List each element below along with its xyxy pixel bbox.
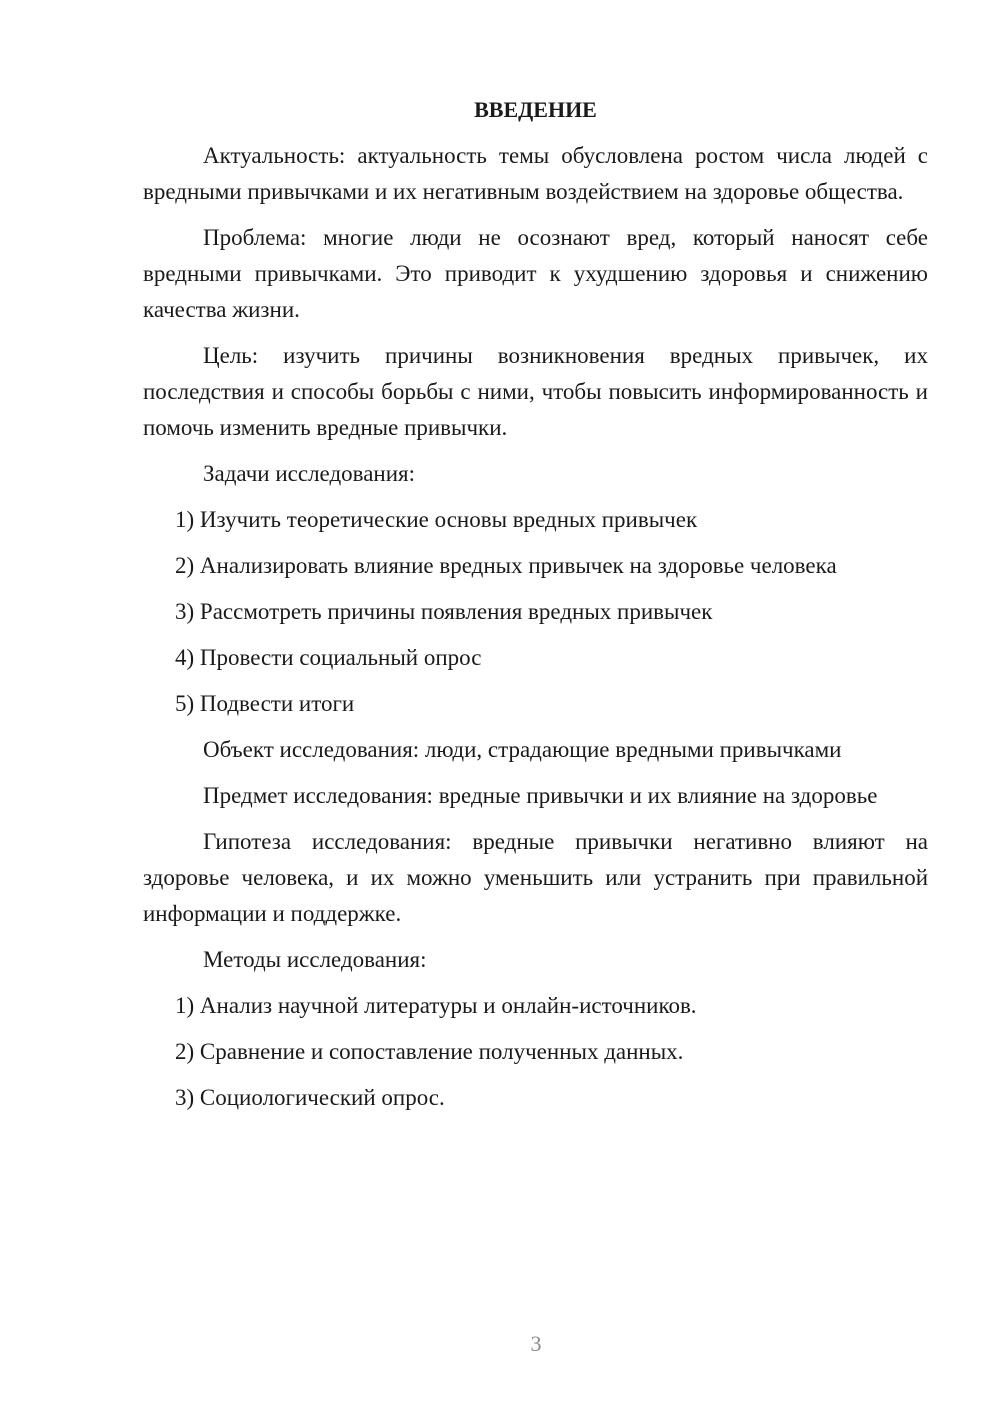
problem-paragraph: Проблема: многие люди не осознают вред, который наносят себе вредными привычками. Это приводит к ухудшению здоровья и снижению качества жизни. — [143, 225, 928, 322]
methods-list — [143, 988, 928, 1116]
list-item: 3) Рассмотреть причины появления вредных привычек — [175, 599, 713, 624]
list-item: 1) Анализ научной литературы и онлайн-источников. — [175, 993, 697, 1018]
goal-paragraph: Цель: изучить причины возникновения вредных привычек, их последствия и способы борьбы с ними, чтобы повысить информированность и помочь изменить вредные привычки. — [143, 343, 928, 440]
page-number: 3 — [530, 1331, 542, 1356]
list-item: 5) Подвести итоги — [175, 691, 355, 716]
list-item: 1) Изучить теоретические основы вредных привычек — [175, 507, 698, 532]
methods-heading: Методы исследования: — [203, 947, 427, 972]
subject-line: Предмет исследования: вредные привычки и их влияние на здоровье — [203, 783, 878, 808]
tasks-heading: Задачи исследования: — [203, 461, 416, 486]
page-title: ВВЕДЕНИЕ — [474, 97, 597, 122]
list-item: 2) Сравнение и сопоставление полученных данных. — [175, 1039, 684, 1064]
tasks-list — [143, 502, 928, 722]
hypothesis-paragraph: Гипотеза исследования: вредные привычки негативно влияют на здоровье человека, и их можно уменьшить или устранить при правильной информации и поддержке. — [143, 829, 928, 926]
list-item: 2) Анализировать влияние вредных привычек на здоровье человека — [175, 553, 837, 578]
list-item: 3) Социологический опрос. — [175, 1085, 445, 1110]
object-line: Объект исследования: люди, страдающие вредными привычками — [203, 737, 842, 762]
relevance-paragraph: Актуальность: актуальность темы обусловлена ростом числа людей с вредными привычками и их негативным воздействием на здоровье общества. — [143, 143, 928, 204]
document-body — [143, 92, 928, 1126]
list-item: 4) Провести социальный опрос — [175, 645, 482, 670]
